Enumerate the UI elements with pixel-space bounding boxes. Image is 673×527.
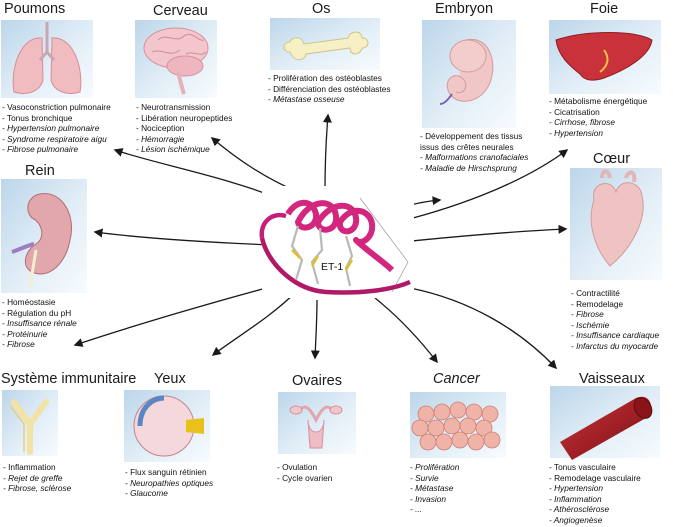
liver-icon	[549, 20, 661, 94]
cancer-item: - Survie	[410, 472, 439, 483]
arrow-to-rein	[95, 232, 272, 245]
cancer-item: - ...	[410, 504, 422, 515]
coeur-item: - Ischémie	[571, 319, 610, 330]
tumor-cells-icon	[410, 392, 506, 458]
vaisseaux-item: - Angiogenèse	[549, 514, 603, 525]
immun-item: - Rejet de greffe	[3, 472, 63, 483]
ovaries-icon	[278, 392, 356, 454]
rein-item: - Homéostasie	[2, 297, 56, 307]
title-os: Os	[312, 1, 331, 17]
os-item: - Différenciation des ostéoblastes	[268, 83, 391, 94]
rein-item: - Protéinurie	[2, 328, 48, 339]
title-coeur: Cœur	[593, 151, 631, 167]
et1-peptide-icon	[262, 186, 414, 298]
list-coeur	[571, 288, 659, 352]
poumons-item: - Hypertension pulmonaire	[2, 123, 100, 134]
kidney-icon	[1, 179, 87, 293]
rein-item: - Régulation du pH	[2, 307, 72, 318]
vaisseaux-item: - Inflammation	[549, 493, 602, 504]
title-yeux: Yeux	[154, 371, 186, 387]
vaisseaux-item: - Tonus vasculaire	[549, 462, 616, 472]
arrow-to-coeur	[392, 229, 566, 243]
embryon-item: - Développement des tissus	[420, 131, 523, 141]
title-embryon: Embryon	[435, 1, 494, 17]
antibody-icon	[2, 390, 58, 456]
cerveau-item: - Neurotransmission	[136, 102, 211, 112]
coeur-item: - Insuffisance cardiaque	[571, 330, 660, 341]
title-rein: Rein	[25, 163, 55, 179]
coeur-item: - Fibrose	[571, 309, 604, 320]
ovaires-item: - Ovulation	[277, 462, 318, 472]
brain-icon	[135, 20, 217, 98]
poumons-item: - Vasoconstriction pulmonaire	[2, 102, 111, 112]
embryon-item: - Maladie de Hirschsprung	[420, 162, 517, 173]
coeur-item: - Remodelage	[571, 298, 624, 309]
vaisseaux-item: - Athérosclérose	[549, 504, 610, 515]
foie-item: - Cirrhose, fibrose	[549, 117, 615, 128]
embryon-item: issus des crêtes neurales	[420, 141, 514, 152]
immun-item: - Inflammation	[3, 462, 56, 472]
yeux-item: - Neuropathies optiques	[125, 477, 214, 488]
heart-icon	[570, 168, 662, 280]
bone-icon	[270, 18, 380, 70]
list-rein	[2, 297, 77, 350]
foie-item: - Hypertension	[549, 127, 603, 138]
immun-item: - Fibrose, sclérose	[3, 483, 72, 494]
list-foie	[549, 96, 647, 138]
list-ovaires	[277, 462, 332, 483]
yeux-item: - Flux sanguin rétinien	[125, 467, 207, 477]
foie-item: - Métabolisme énergétique	[549, 96, 648, 106]
list-os	[268, 73, 391, 105]
cancer-item: - Métastase	[410, 483, 454, 494]
title-vaisseaux: Vaisseaux	[579, 371, 645, 387]
cancer-item: - Invasion	[410, 493, 446, 504]
eye-icon	[124, 390, 210, 462]
vaisseaux-item: - Remodelage vasculaire	[549, 472, 641, 483]
blood-vessel-icon	[550, 386, 660, 460]
cancer-item: - Prolifération	[410, 462, 460, 472]
vaisseaux-item: - Hypertension	[549, 483, 603, 494]
title-poumons: Poumons	[4, 1, 66, 17]
arrow-to-poumons	[115, 150, 283, 200]
cerveau-item: - Hémorragie	[136, 133, 185, 144]
list-yeux	[125, 467, 213, 499]
cerveau-item: - Nociception	[136, 123, 185, 134]
poumons-item: - Tonus bronchique	[2, 112, 73, 123]
coeur-item: - Contractilité	[571, 288, 620, 298]
foie-item: - Cicatrisation	[549, 106, 600, 117]
peptide-backdrop	[262, 186, 414, 298]
rein-item: - Insuffisance rénale	[2, 318, 77, 329]
poumons-item: - Syndrome respiratoire aigu	[2, 133, 107, 144]
cerveau-item: - Libération neuropeptides	[136, 112, 233, 123]
embryon-item: - Malformations cranofaciales	[420, 152, 529, 163]
embryo-icon	[422, 20, 516, 128]
list-immun	[3, 462, 71, 494]
list-cancer	[410, 462, 459, 515]
ovaires-item: - Cycle ovarien	[277, 472, 333, 483]
list-cerveau	[136, 102, 232, 155]
list-embryon	[420, 131, 528, 173]
title-ovaires: Ovaires	[292, 373, 342, 389]
rein-item: - Fibrose	[2, 339, 35, 350]
lungs-icon	[1, 20, 93, 98]
os-item: - Métastase osseuse	[268, 94, 345, 105]
arrow-to-ovaires	[315, 300, 317, 358]
title-immun: Système immunitaire	[1, 371, 137, 387]
poumons-item: - Fibrose pulmonaire	[2, 144, 79, 155]
list-poumons	[2, 102, 111, 155]
yeux-item: - Glaucome	[125, 488, 168, 499]
title-foie: Foie	[590, 1, 619, 17]
list-vaisseaux	[549, 462, 641, 526]
arrow-to-cancer	[375, 298, 437, 362]
os-item: - Prolifération des ostéoblastes	[268, 73, 382, 83]
title-cancer: Cancer	[433, 371, 480, 387]
arrow-to-immun	[75, 283, 285, 345]
arrow-to-os	[325, 115, 328, 190]
coeur-item: - Infarctus du myocarde	[571, 340, 659, 351]
arrow-to-yeux	[213, 290, 298, 355]
cerveau-item: - Lésion ischémique	[136, 144, 210, 155]
et1-label: ET-1	[321, 261, 344, 273]
title-cerveau: Cerveau	[153, 3, 208, 19]
